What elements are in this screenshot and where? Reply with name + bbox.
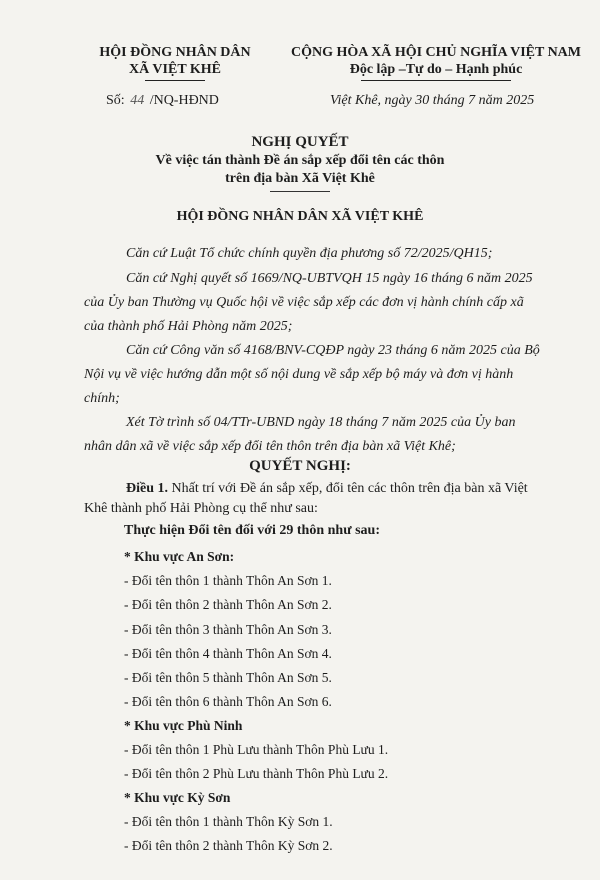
list-item: - Đổi tên thôn 1 Phù Lưu thành Thôn Phù Lưu 1. <box>124 742 389 757</box>
list-item: - Đổi tên thôn 1 thành Thôn Kỳ Sơn 1. <box>124 814 333 829</box>
motto-underline <box>361 80 511 81</box>
basis-4-line-1: Xét Tờ trình số 04/TTr-UBND ngày 18 tháng 7 năm 2025 của Ủy ban <box>126 415 516 430</box>
national-heading <box>276 44 596 81</box>
authority-line-1: HỘI ĐỒNG NHÂN DÂN <box>99 45 251 60</box>
list-item: - Đổi tên thôn 2 thành Thôn Kỳ Sơn 2. <box>124 838 333 853</box>
basis-3-line-1: Căn cứ Công văn số 4168/BNV-CQĐP ngày 23 tháng 6 năm 2025 của Bộ <box>126 343 540 358</box>
basis-1: Căn cứ Luật Tổ chức chính quyền địa phương số 72/2025/QH15; <box>126 246 493 261</box>
list-item: - Đổi tên thôn 2 thành Thôn An Sơn 2. <box>124 597 332 612</box>
doc-number-suffix: /NQ-HĐND <box>149 93 219 108</box>
doc-subtitle-line-1: Về việc tán thành Đề án sắp xếp đổi tên các thôn <box>155 153 445 168</box>
area-phu-ninh: * Khu vực Phù Ninh <box>124 718 243 733</box>
basis-3-line-2: Nội vụ về việc hướng dẫn một số nội dung về sắp xếp bộ máy và đơn vị hành <box>84 367 514 382</box>
resolution-heading: QUYẾT NGHỊ: <box>249 458 351 474</box>
doc-number-value: 44 <box>130 93 145 108</box>
list-item: - Đổi tên thôn 2 Phù Lưu thành Thôn Phù Lưu 2. <box>124 766 389 781</box>
issuing-authority <box>70 44 280 81</box>
article-1-text: Nhất trí với Đề án sắp xếp, đổi tên các thôn trên địa bàn xã Việt <box>168 481 528 496</box>
list-item: - Đổi tên thôn 4 thành Thôn An Sơn 4. <box>124 646 332 661</box>
area-an-son: * Khu vực An Sơn: <box>124 549 235 564</box>
council-heading: HỘI ĐỒNG NHÂN DÂN XÃ VIỆT KHÊ <box>176 209 424 224</box>
implementation-line: Thực hiện Đổi tên đối với 29 thôn như sau: <box>124 523 380 538</box>
doc-number-prefix: Số: <box>106 93 125 108</box>
basis-4-line-2: nhân dân xã về việc sắp xếp đổi tên thôn trên địa bàn xã Việt Khê; <box>84 439 456 454</box>
basis-2-line-3: của thành phố Hải Phòng năm 2025; <box>84 319 293 334</box>
list-item: - Đổi tên thôn 5 thành Thôn An Sơn 5. <box>124 670 332 685</box>
authority-underline <box>145 80 205 81</box>
authority-line-2: XÃ VIỆT KHÊ <box>128 62 222 77</box>
list-item: - Đổi tên thôn 3 thành Thôn An Sơn 3. <box>124 622 332 637</box>
list-item: - Đổi tên thôn 1 thành Thôn An Sơn 1. <box>124 573 332 588</box>
basis-2-line-1: Căn cứ Nghị quyết số 1669/NQ-UBTVQH 15 ngày 16 tháng 6 năm 2025 <box>126 271 533 286</box>
list-item: - Đổi tên thôn 6 thành Thôn An Sơn 6. <box>124 694 332 709</box>
area-ky-son: * Khu vực Kỳ Sơn <box>124 790 231 805</box>
article-1-line-2: Khê thành phố Hải Phòng cụ thể như sau: <box>84 501 318 516</box>
motto: Độc lập –Tự do – Hạnh phúc <box>349 62 523 77</box>
basis-2-line-2: của Ủy ban Thường vụ Quốc hội về việc sắp xếp các đơn vị hành chính cấp xã <box>84 295 524 310</box>
document-number <box>106 93 219 109</box>
doc-title: NGHỊ QUYẾT <box>251 134 349 150</box>
doc-subtitle-line-2: trên địa bàn Xã Việt Khê <box>225 171 375 186</box>
basis-3-line-3: chính; <box>84 391 120 406</box>
article-1-line-1 <box>126 481 528 497</box>
issue-date: Việt Khê, ngày 30 tháng 7 năm 2025 <box>330 93 535 108</box>
title-underline <box>270 191 330 192</box>
national-heading-line-1: CỘNG HÒA XÃ HỘI CHỦ NGHĨA VIỆT NAM <box>290 45 581 60</box>
article-1-label: Điều 1. <box>126 481 168 496</box>
